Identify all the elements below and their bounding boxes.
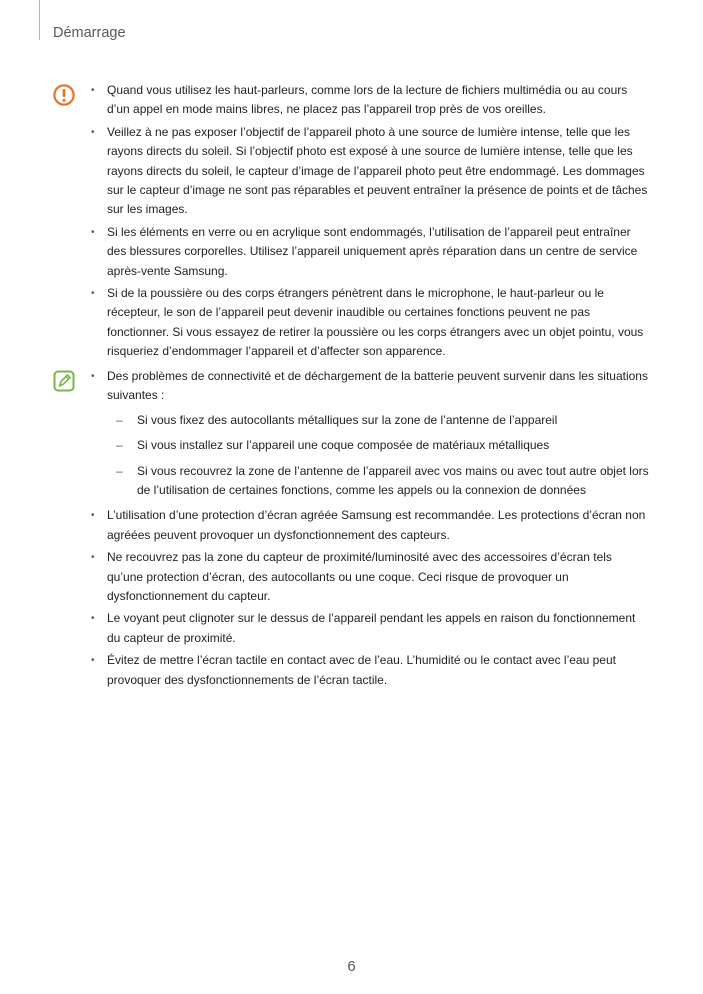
note-item bbox=[0, 651, 703, 690]
note-item-text: Ne recouvrez pas la zone du capteur de proximité/luminosité avec des accessoires d’écran tels qu’une protection d’écran, des autocollants ou une coque. Ceci risque de provoquer un dysfonctionnement du capteur. bbox=[107, 550, 612, 604]
caution-item-text: Si les éléments en verre ou en acrylique sont endommagés, l’utilisation de l’appareil peut entraîner des blessures corporelles. Utilisez l’appareil uniquement après réparation dans un centre de service après-vente Samsung. bbox=[107, 224, 638, 278]
sub-item-text: Si vous fixez des autocollants métalliques sur la zone de l’antenne de l’appareil bbox=[137, 412, 558, 427]
dash: – bbox=[116, 412, 123, 427]
sub-item-text: Si vous recouvrez la zone de l’antenne de l’appareil avec vos mains ou avec tout autre objet lors de l’utilisation de certaines fonctions, comme les appels ou la connexion de données bbox=[137, 463, 649, 498]
caution-item-text: Veillez à ne pas exposer l’objectif de l’appareil photo à une source de lumière intense, telle que les rayons directs du soleil. Si l’objectif photo est exposé à une source de lumière intense, telle que les rayons directs du soleil, le capteur d’image de l’appareil photo peut être endommagé. Les dommages sur le capteur d’image ne sont pas réparables et peuvent entraîner la présence de points et de tâches sur les images. bbox=[107, 124, 648, 217]
caution-item-text: Quand vous utilisez les haut-parleurs, comme lors de la lecture de fichiers multimédia ou au cours d’un appel en mode mains libres, ne placez pas l’appareil trop près de vos oreilles. bbox=[107, 83, 628, 117]
note-item bbox=[0, 548, 703, 606]
note-item bbox=[0, 367, 703, 500]
caution-item bbox=[0, 123, 703, 220]
note-section bbox=[0, 367, 703, 693]
caution-section bbox=[0, 81, 703, 365]
bullet: • bbox=[91, 226, 95, 238]
bullet: • bbox=[91, 510, 95, 522]
sub-item bbox=[107, 436, 651, 455]
note-item bbox=[0, 609, 703, 648]
note-item-text: Des problèmes de connectivité et de déchargement de la batterie peuvent survenir dans les situations suivantes : bbox=[107, 369, 648, 403]
note-item-text: L’utilisation d’une protection d’écran agréée Samsung est recommandée. Les protections d’écran non agréées peuvent provoquer un dysfonctionnement des capteurs. bbox=[107, 508, 646, 542]
note-item bbox=[0, 506, 703, 545]
bullet: • bbox=[91, 613, 95, 625]
sub-item-text: Si vous installez sur l’appareil une coque composée de matériaux métalliques bbox=[137, 438, 550, 453]
note-item-text: Évitez de mettre l’écran tactile en contact avec de l’eau. L’humidité ou le contact avec l’eau peut provoquer des dysfonctionnements de l’écran tactile. bbox=[107, 653, 616, 687]
bullet: • bbox=[91, 655, 95, 667]
bullet: • bbox=[91, 552, 95, 564]
bullet: • bbox=[91, 85, 95, 96]
caution-item bbox=[0, 284, 703, 362]
dash: – bbox=[116, 463, 123, 478]
caution-item bbox=[0, 81, 703, 120]
caution-item-text: Si de la poussière ou des corps étrangers pénètrent dans le microphone, le haut-parleur ou le récepteur, le son de l’appareil peut devenir inaudible ou certaines fonctions peuvent ne pas fonctionner. Si vous essayez de retirer la poussière ou les corps étrangers avec un objet pointu, vous risqueriez d’endommager l’appareil et d’affecter son apparence. bbox=[107, 286, 644, 359]
dash: – bbox=[116, 438, 123, 453]
bullet: • bbox=[91, 371, 95, 382]
page-header: Démarrage bbox=[53, 25, 126, 41]
note-item-text: Le voyant peut clignoter sur le dessus de l’appareil pendant les appels en raison du fonctionnement du capteur de proximité. bbox=[107, 611, 636, 645]
sub-item bbox=[107, 462, 651, 501]
header-rule bbox=[39, 0, 40, 40]
bullet: • bbox=[91, 126, 95, 138]
sub-item bbox=[107, 411, 651, 430]
caution-item bbox=[0, 223, 703, 281]
page-number: 6 bbox=[347, 958, 356, 975]
bullet: • bbox=[91, 288, 95, 300]
